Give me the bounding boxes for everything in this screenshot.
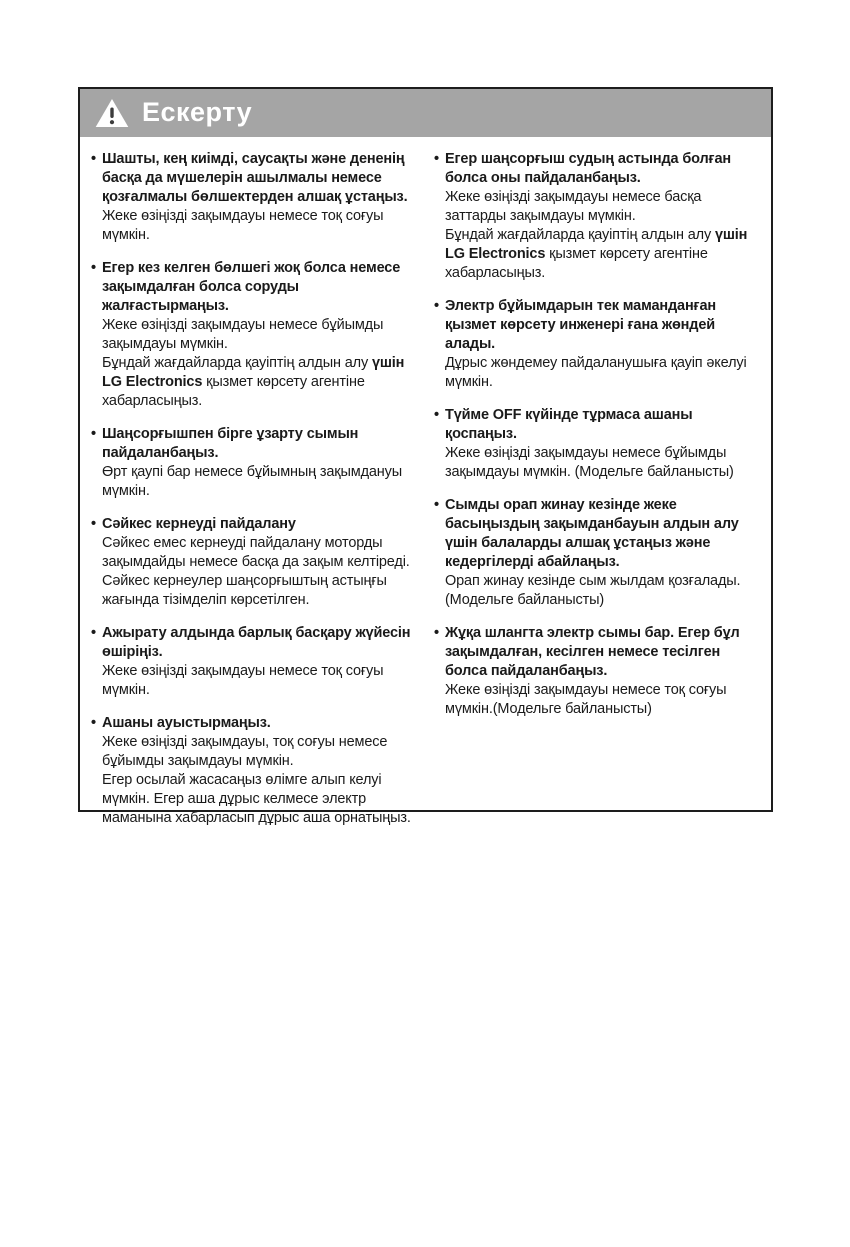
warning-item-text: Жеке өзіңізді зақымдауы немесе бұйымды зақымдауы мүмкін. (Модельге байланысты) [445, 445, 734, 480]
warning-item-heading: Сымды орап жинау кезінде жеке басыңыздың зақымданбауын алдын алу үшін балаларды алшақ ұстаңыз және кедергілерді абайлаңыз. [445, 497, 739, 570]
bullet-marker-icon: • [91, 426, 96, 442]
warning-item [434, 297, 761, 392]
warning-item-text: Өрт қаупі бар немесе бұйымның зақымдануы мүмкін. [102, 464, 403, 499]
warning-triangle-icon [95, 98, 129, 128]
bullet-marker-icon: • [91, 151, 96, 167]
warning-item-text: Сәйкес кернеулер шаңсорғыштың астыңғы жағында тізімделіп көрсетілген. [102, 573, 387, 608]
warning-item-body [102, 425, 418, 501]
warning-item-text: Жеке өзіңізді зақымдауы немесе тоқ соғуы мүмкін. [102, 663, 384, 698]
warning-columns [80, 137, 771, 842]
bullet-marker-icon: • [434, 151, 439, 167]
warning-item [91, 259, 418, 411]
bullet-marker-icon: • [434, 625, 439, 641]
warning-column-left [91, 150, 418, 842]
warning-item-heading: Электр бұйымдарын тек маманданған қызмет көрсету инженері ғана жөндей алады. [445, 298, 716, 352]
bullet-marker-icon: • [91, 715, 96, 731]
warning-item-body [445, 297, 761, 392]
bullet-marker-icon: • [91, 625, 96, 641]
warning-item [434, 624, 761, 719]
warning-item-text: Жеке өзіңізді зақымдауы немесе тоқ соғуы мүмкін.(Модельге байланысты) [445, 682, 727, 717]
bullet-marker-icon: • [434, 298, 439, 314]
warning-item-text: Бұндай жағдайларда қауіптің алдын алу үшін LG Electronics қызмет көрсету агентіне хабарласыңыз. [102, 355, 405, 409]
warning-item-text: Жеке өзіңізді зақымдауы, тоқ соғуы немесе бұйымды зақымдауы мүмкін. [102, 734, 388, 769]
warning-item [434, 150, 761, 283]
warning-item-body [102, 714, 418, 828]
warning-item [91, 515, 418, 610]
warning-item-text: Жеке өзіңізді зақымдауы немесе бұйымды зақымдауы мүмкін. [102, 317, 384, 352]
bullet-marker-icon: • [434, 407, 439, 423]
warning-item-heading: Шашты, кең киімді, саусақты және дененің басқа да мүшелерін ашылмалы немесе қозғалмалы бөлшектерден алшақ ұстаңыз. [102, 151, 408, 205]
warning-item-heading: Ажырату алдында барлық басқару жүйесін өшіріңіз. [102, 625, 411, 660]
warning-item-text: Жеке өзіңізді зақымдауы немесе басқа заттарды зақымдауы мүмкін. [445, 189, 702, 224]
warning-item-heading: Жұқа шлангта электр сымы бар. Егер бұл зақымдалған, кесілген немесе тесілген болса пайдаланбаңыз. [445, 625, 740, 679]
warning-box [78, 87, 773, 826]
warning-item-body [102, 259, 418, 411]
warning-item-heading: Егер кез келген бөлшегі жоқ болса немесе зақымдалған болса соруды жалғастырмаңыз. [102, 260, 401, 314]
warning-item-heading: Түйме OFF күйінде тұрмаса ашаны қоспаңыз. [445, 407, 693, 442]
warning-title: Ескерту [142, 96, 253, 127]
bullet-marker-icon: • [91, 260, 96, 276]
warning-item [91, 714, 418, 828]
warning-item-body [102, 624, 418, 700]
warning-item-text: Орап жинау кезінде сым жылдам қозғалады. (Модельге байланысты) [445, 573, 741, 608]
warning-header [80, 89, 771, 137]
warning-item-body [102, 150, 418, 245]
warning-item-text: Сәйкес емес кернеуді пайдалану моторды зақымдайды немесе басқа да зақым келтіреді. [102, 535, 410, 570]
warning-item-text: Бұндай жағдайларда қауіптің алдын алу үшін LG Electronics қызмет көрсету агентіне хабарласыңыз. [445, 227, 748, 281]
bullet-marker-icon: • [91, 516, 96, 532]
warning-item-heading: Ашаны ауыстырмаңыз. [102, 715, 271, 731]
warning-item [434, 496, 761, 610]
warning-item-heading: Шаңсорғышпен бірге ұзарту сымын пайдаланбаңыз. [102, 426, 359, 461]
warning-item [91, 150, 418, 245]
warning-item [91, 624, 418, 700]
warning-item-heading: Сәйкес кернеуді пайдалану [102, 516, 296, 532]
bullet-marker-icon: • [434, 497, 439, 513]
warning-item [434, 406, 761, 482]
warning-item-body [445, 496, 761, 610]
warning-item-body [445, 406, 761, 482]
warning-item-heading: Егер шаңсорғыш судың астында болған болса оны пайдаланбаңыз. [445, 151, 731, 186]
warning-item-body [445, 624, 761, 719]
warning-item-text: Дұрыс жөндемеу пайдаланушыға қауіп әкелуі мүмкін. [445, 355, 747, 390]
warning-item-body [445, 150, 761, 283]
warning-item-body [102, 515, 418, 610]
warning-item [91, 425, 418, 501]
warning-item-text: Егер осылай жасасаңыз өлімге алып келуі мүмкін. Егер аша дұрыс келмесе электр маманына хабарласып дұрыс аша орнатыңыз. [102, 772, 411, 826]
warning-item-text: Жеке өзіңізді зақымдауы немесе тоқ соғуы мүмкін. [102, 208, 384, 243]
warning-column-right [434, 150, 761, 842]
